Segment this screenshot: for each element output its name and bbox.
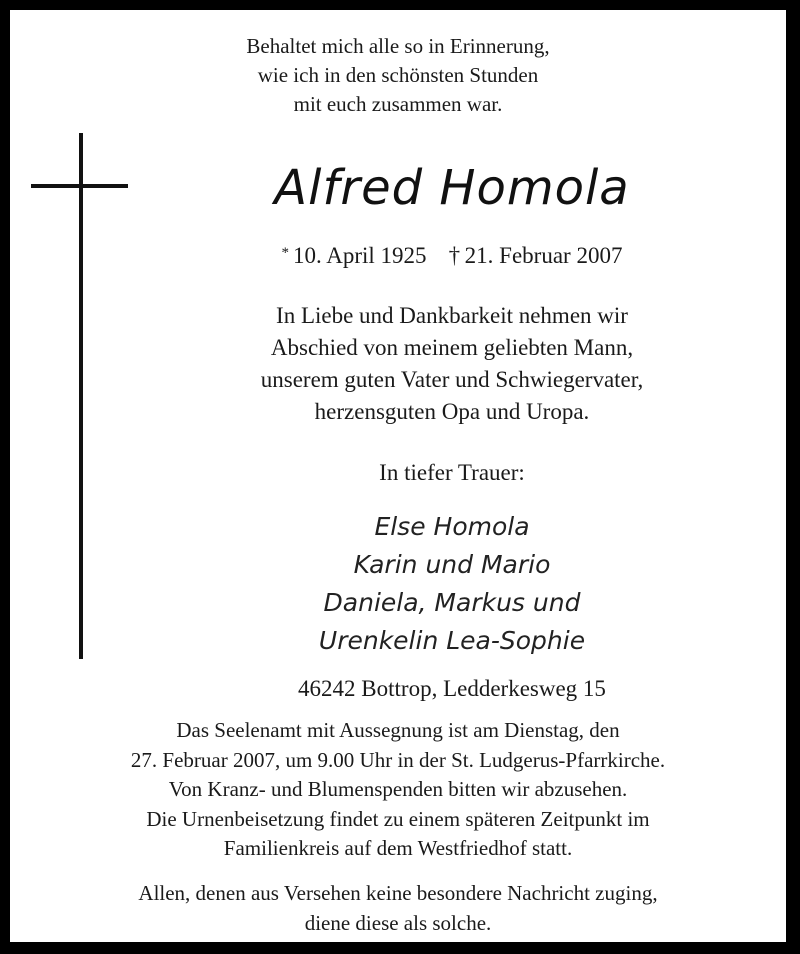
death-dagger-icon: †	[448, 243, 461, 268]
mourner-entry: Else Homola	[374, 512, 530, 541]
service-line: Von Kranz- und Blumenspenden bitten wir abzusehen.	[168, 777, 628, 801]
service-line: 27. Februar 2007, um 9.00 Uhr in der St. Ludgerus-Pfarrkirche.	[130, 747, 666, 772]
mourning-heading: In tiefer Trauer:	[379, 460, 525, 485]
closing-line: Allen, denen aus Versehen keine besondere Nachricht zuging,	[138, 881, 658, 905]
obituary-notice	[10, 10, 786, 942]
mourner-entry: Karin und Mario	[353, 550, 551, 579]
cross-vertical-bar	[79, 133, 83, 659]
motto-quote	[10, 32, 786, 119]
life-dates	[132, 238, 772, 271]
service-line: Familienkreis auf dem Westfriedhof statt.	[223, 836, 573, 860]
death-date: 21. Februar 2007	[464, 243, 623, 268]
birth-date: 10. April 1925	[293, 243, 427, 268]
closing-note	[10, 879, 786, 938]
birth-star-icon: *	[281, 245, 290, 261]
farewell-line: unserem guten Vater und Schwiegervater,	[260, 367, 644, 392]
motto-line: Behaltet mich alle so in Erinnerung,	[246, 34, 550, 58]
service-line: Das Seelenamt mit Aussegnung ist am Dienstag, den	[176, 718, 620, 742]
mourners-list	[132, 508, 772, 660]
mourner-entry: Urenkelin Lea-Sophie	[318, 626, 586, 655]
farewell-line: Abschied von meinem geliebten Mann,	[270, 335, 634, 360]
closing-line: diene diese als solche.	[304, 910, 492, 935]
farewell-line: herzensguten Opa und Uropa.	[314, 399, 590, 424]
service-information	[10, 716, 786, 864]
service-line: Die Urnenbeisetzung findet zu einem späteren Zeitpunkt im	[146, 806, 650, 831]
farewell-text	[132, 300, 772, 428]
motto-line: wie ich in den schönsten Stunden	[257, 63, 539, 87]
farewell-line: In Liebe und Dankbarkeit nehmen wir	[276, 303, 628, 328]
family-address: 46242 Bottrop, Ledderkesweg 15	[298, 676, 606, 701]
mourner-entry: Daniela, Markus und	[323, 588, 581, 617]
deceased-name: Alfred Homola	[274, 160, 630, 216]
cross-horizontal-bar	[31, 184, 128, 188]
motto-line: mit euch zusammen war.	[293, 92, 503, 116]
